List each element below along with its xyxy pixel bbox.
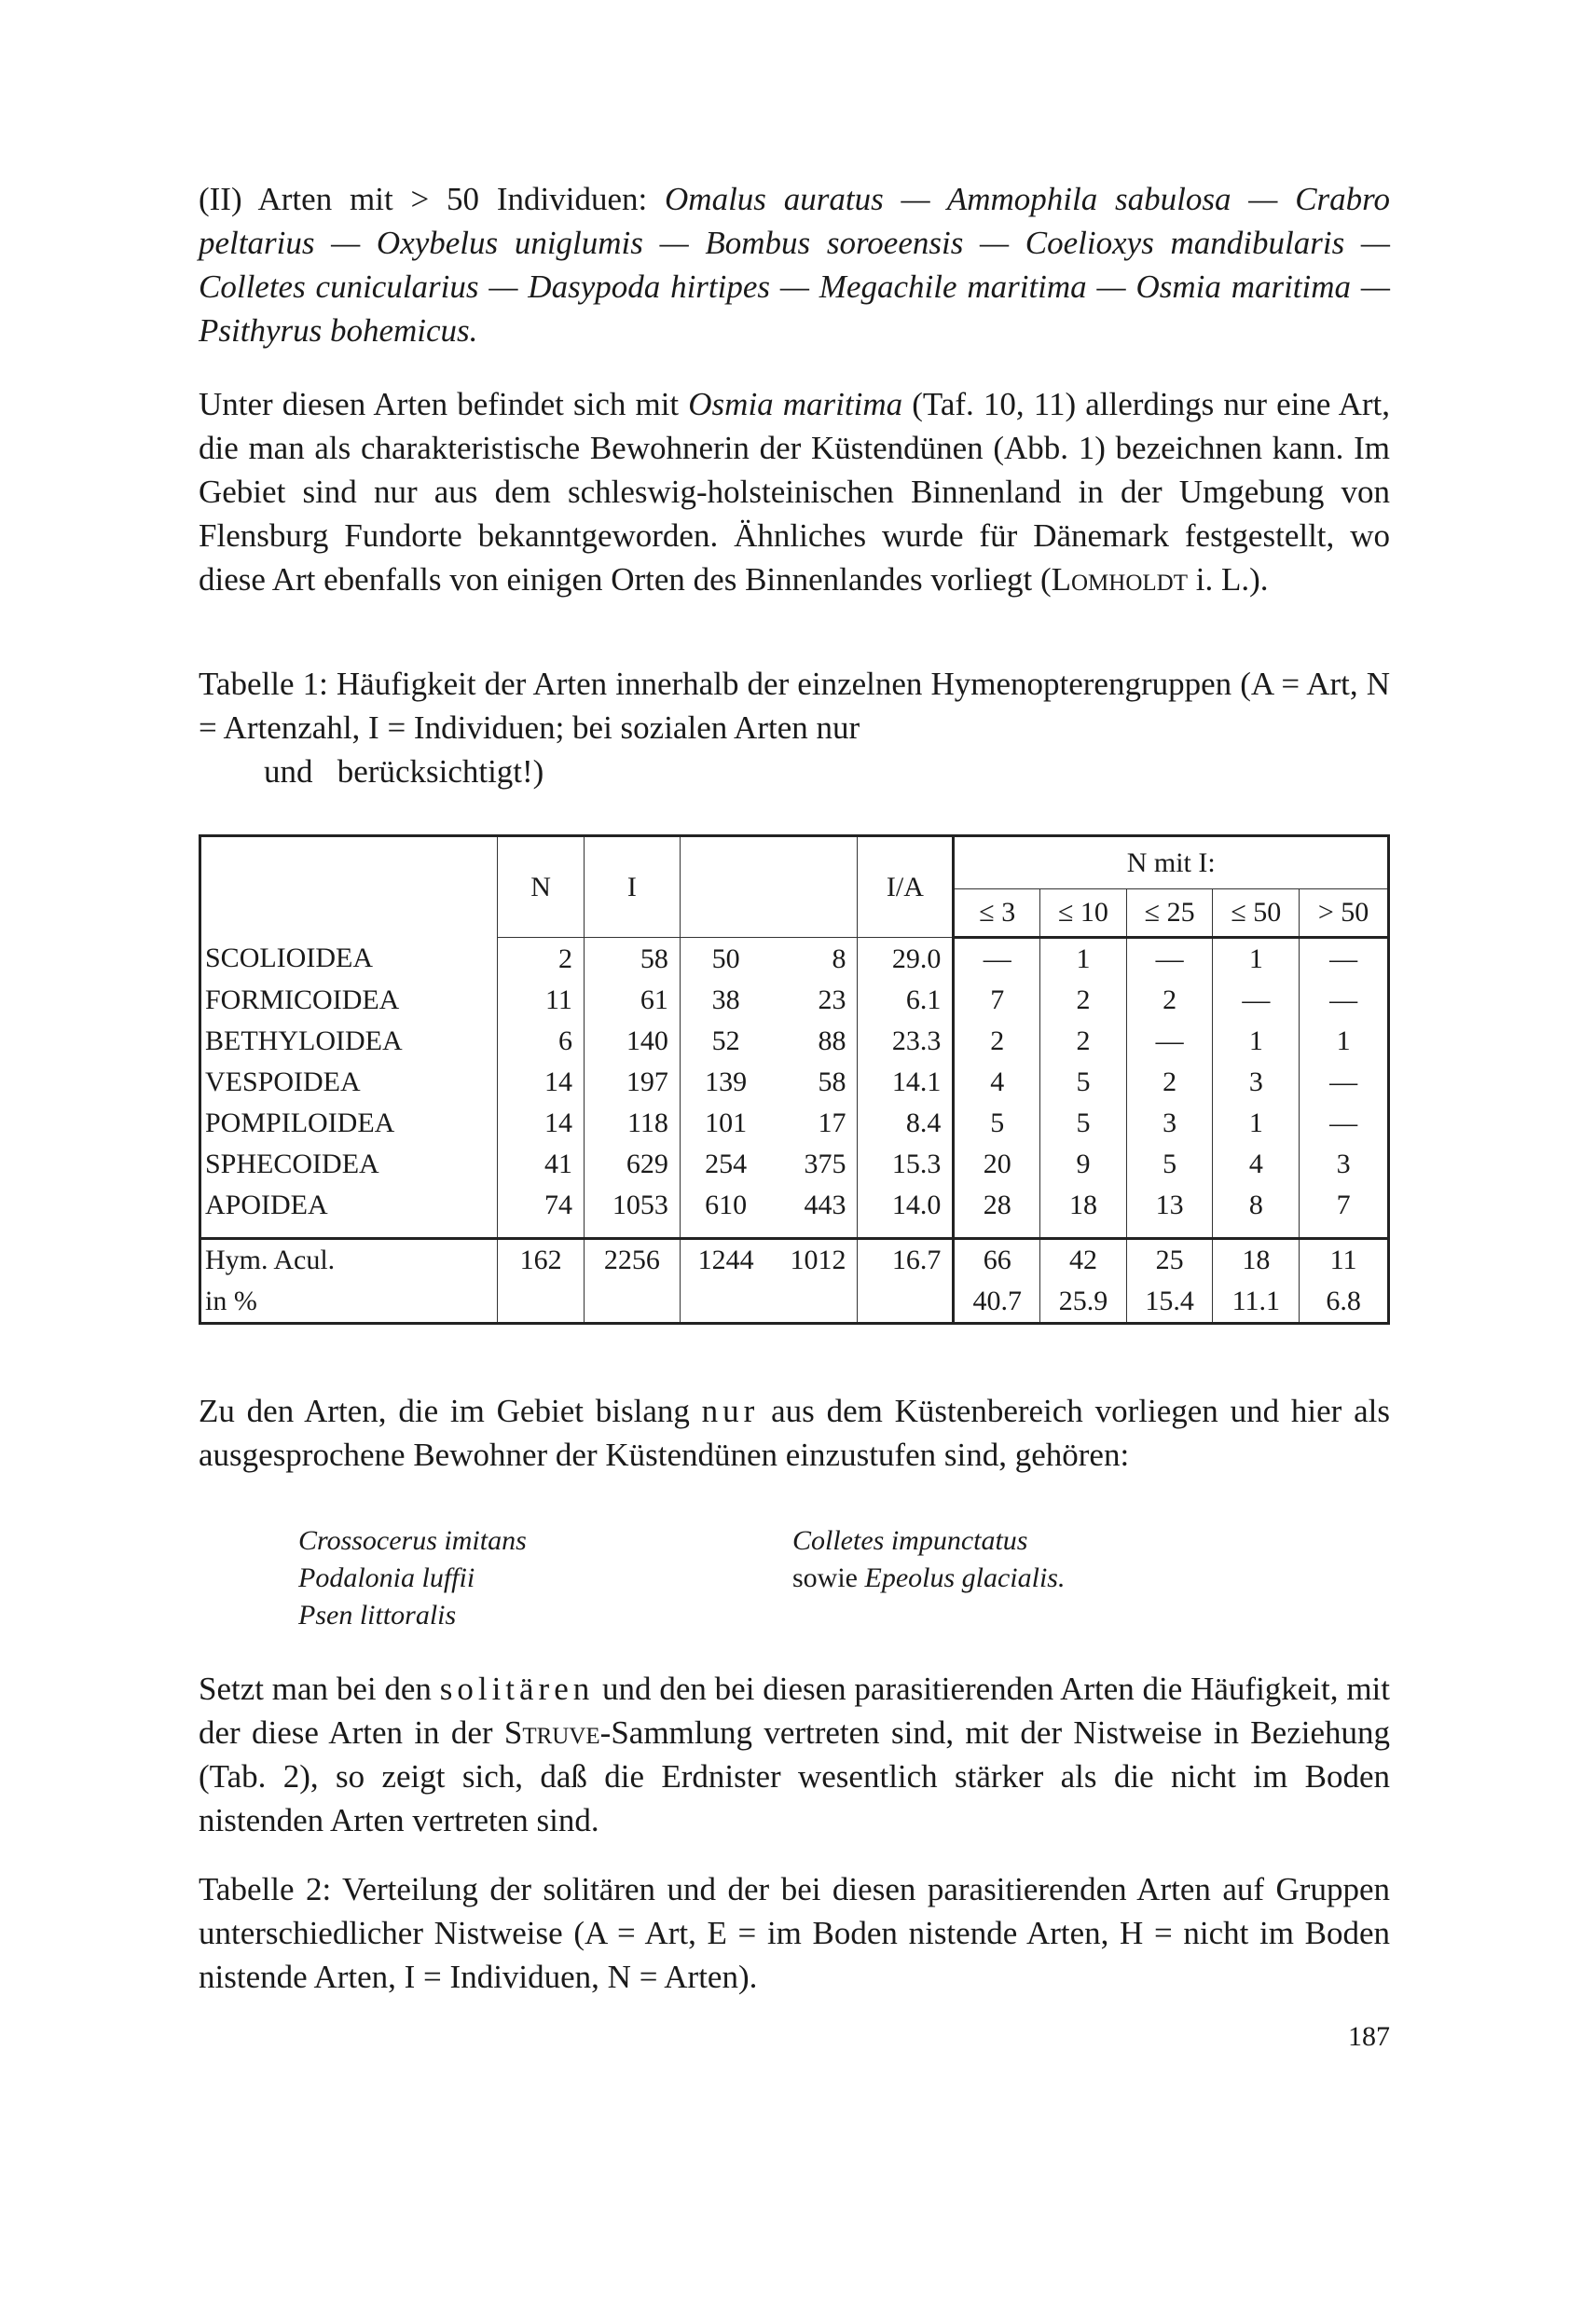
cell-ia: 14.1 [858,1062,954,1103]
cell-a: 254 [680,1144,771,1185]
cell-c5: — [1300,1062,1389,1103]
total-ia: 16.7 [858,1239,954,1282]
species-prefix: sowie [792,1562,865,1593]
percent-label: in % [200,1281,498,1324]
cell-b: 375 [804,1149,846,1179]
cell-a: 38 [680,980,771,1021]
cell-c3: 5 [1126,1144,1213,1185]
cell-c2: 18 [1040,1185,1127,1226]
para2-author: Lomholdt [1051,561,1188,598]
table1-caption-line2: und berücksichtigt!) [264,753,544,790]
cell-c3: 3 [1126,1103,1213,1144]
cell-c1: 2 [954,1021,1040,1062]
cell-n: 2 [498,938,585,981]
paragraph-osmia [199,382,1390,601]
total-c4: 18 [1213,1239,1300,1282]
table-row [200,1144,1389,1185]
cell-c1: 7 [954,980,1040,1021]
table1-caption-text: Tabelle 1: Häufigkeit der Arten innerhalb der einzelnen Hymenopterengruppen (A = Art, N = Artenzahl, I = Individuen; bei sozialen Arten nur [199,666,1390,746]
paragraph-nesting [199,1667,1390,1842]
species-item: Psen littoralis [298,1600,457,1631]
para1-lead: (II) Arten mit > 50 Individuen: [199,181,666,217]
para2-species: Osmia maritima [688,386,903,422]
table1 [199,834,1390,1325]
total-c3: 25 [1126,1239,1213,1282]
cell-a: 52 [680,1021,771,1062]
percent-c5: 6.8 [1300,1281,1389,1324]
table1-percent-row [200,1281,1389,1324]
table2-caption [199,1867,1390,1999]
cell-c5: 3 [1300,1144,1389,1185]
cell-i: 61 [584,980,680,1021]
species-item: Crossocerus imitans [298,1525,527,1556]
cell-a: 101 [680,1103,771,1144]
percent-c4: 11.1 [1213,1281,1300,1324]
header-n-mit-i: N mit I: [954,836,1389,889]
header-bin-gt50: > 50 [1300,889,1389,938]
para1-species: Omalus auratus — Ammophila sabulosa — Crabro peltarius — Oxybelus uniglumis — Bombus soroeensis — Coelioxys mandibularis — Colletes cunicularius — Dasypoda hirtipes — Megachile maritima — Osmia maritima — Psithyrus bohemicus. [199,181,1391,349]
table-row [200,938,1389,981]
cell-b: 8 [832,943,846,974]
header-ia: I/A [858,836,954,938]
species-list-right [792,1522,1065,1597]
table-row [200,1062,1389,1103]
cell-c2: 5 [1040,1103,1127,1144]
cell-c5: 1 [1300,1021,1389,1062]
cell-c3: 2 [1126,1062,1213,1103]
cell-c4: 3 [1213,1062,1300,1103]
percent-c2: 25.9 [1040,1281,1127,1324]
table1-total-row [200,1239,1389,1282]
cell-c4: 1 [1213,938,1300,981]
cell-a: 610 [680,1185,771,1226]
cell-b: 17 [818,1108,846,1138]
cell-c2: 2 [1040,1021,1127,1062]
cell-c2: 9 [1040,1144,1127,1185]
row-group: VESPOIDEA [200,1062,498,1103]
cell-n: 11 [498,980,585,1021]
header-i: I [584,836,680,938]
para4-author: Struve [503,1714,600,1751]
cell-c1: 5 [954,1103,1040,1144]
cell-c3: 13 [1126,1185,1213,1226]
cell-i: 629 [584,1144,680,1185]
cell-c5: 7 [1300,1185,1389,1226]
cell-ia: 23.3 [858,1021,954,1062]
para2-text-1: Unter diesen Arten befindet sich mit [199,386,689,422]
header-bin-le50: ≤ 50 [1213,889,1300,938]
row-group: FORMICOIDEA [200,980,498,1021]
para4-text-1: Setzt man bei den [199,1671,440,1707]
cell-c4: 1 [1213,1021,1300,1062]
cell-c5: — [1300,938,1389,981]
total-n: 162 [498,1239,585,1282]
row-group: BETHYLOIDEA [200,1021,498,1062]
page-number: 187 [1348,2021,1390,2052]
cell-b: 443 [804,1190,846,1220]
total-a: 1244 [680,1239,771,1282]
cell-ia: 6.1 [858,980,954,1021]
cell-i: 58 [584,938,680,981]
cell-i: 1053 [584,1185,680,1226]
species-item: Podalonia luffii [298,1562,475,1593]
row-group: APOIDEA [200,1185,498,1226]
species-list-left [298,1522,527,1634]
row-group: SPHECOIDEA [200,1144,498,1185]
table-row [200,1103,1389,1144]
table2-caption-text: Tabelle 2: Verteilung der solitären und der bei diesen parasitierenden Arten auf Gruppen unterschiedlicher Nistweise (A = Art, E = im Boden nistende Arten, H = nicht im Boden nistende Arten, I = Individuen, N = Arten). [199,1871,1390,1995]
para2-text-2: (Taf. 10, 11) allerdings nur eine Art, die man als charakteristische Bewohnerin der Küstendünen (Abb. 1) bezeichnen kann. Im Gebiet sind nur aus dem schleswig-holsteinischen Binnenland in der Umgebung von Flensburg Fundorte bekanntgeworden. Ähnliches wurde für Dänemark festgestellt, wo diese Art ebenfalls von einigen Orten des Binnenlandes vorliegt ( [199,386,1390,598]
cell-c4: 4 [1213,1144,1300,1185]
total-c1: 66 [954,1239,1040,1282]
cell-i: 140 [584,1021,680,1062]
header-bin-le25: ≤ 25 [1126,889,1213,938]
row-group: SCOLIOIDEA [200,938,498,981]
cell-c1: 4 [954,1062,1040,1103]
cell-n: 74 [498,1185,585,1226]
cell-n: 6 [498,1021,585,1062]
para4-text-3: -Sammlung vertreten sind, mit der Nistweise in Beziehung (Tab. 2), so zeigt sich, daß die Erdnister wesentlich stärker als die nicht im Boden nistenden Arten vertreten sind. [199,1714,1390,1838]
table-row [200,1185,1389,1226]
cell-c1: 28 [954,1185,1040,1226]
cell-c2: 2 [1040,980,1127,1021]
table-row [200,1021,1389,1062]
header-bin-le10: ≤ 10 [1040,889,1127,938]
percent-c3: 15.4 [1126,1281,1213,1324]
cell-c2: 1 [1040,938,1127,981]
cell-c3: — [1126,938,1213,981]
cell-c3: 2 [1126,980,1213,1021]
percent-c1: 40.7 [954,1281,1040,1324]
cell-c1: — [954,938,1040,981]
cell-b: 58 [818,1067,846,1097]
cell-c2: 5 [1040,1062,1127,1103]
total-c5: 11 [1300,1239,1389,1282]
total-i: 2256 [584,1239,680,1282]
para4-text-2: und den bei diesen parasitierenden Arten die Häufigkeit, mit der diese Arten in der [199,1671,1390,1751]
cell-a: 139 [680,1062,771,1103]
para3-text-2: aus dem Küstenbereich vorliegen und hier als ausgesprochene Bewohner der Küstendünen einzustufen sind, gehören: [199,1393,1390,1473]
cell-b: 88 [818,1025,846,1056]
cell-n: 14 [498,1062,585,1103]
cell-n: 14 [498,1103,585,1144]
table1-header-row-1 [200,836,1389,889]
header-n: N [498,836,585,938]
table1-caption [199,662,1390,793]
cell-ia: 15.3 [858,1144,954,1185]
para4-emphasis: solitären [439,1671,595,1707]
para2-text-3: i. L.). [1188,561,1269,598]
species-item: Epeolus glacialis. [864,1562,1066,1593]
paragraph-coastal-species [199,1389,1390,1477]
paragraph-species-over-50 [199,177,1390,352]
header-bin-le3: ≤ 3 [954,889,1040,938]
cell-c5: — [1300,980,1389,1021]
cell-i: 118 [584,1103,680,1144]
cell-c1: 20 [954,1144,1040,1185]
cell-b: 23 [818,984,846,1015]
total-c2: 42 [1040,1239,1127,1282]
total-b: 1012 [790,1245,846,1275]
cell-ia: 8.4 [858,1103,954,1144]
cell-ia: 29.0 [858,938,954,981]
cell-ia: 14.0 [858,1185,954,1226]
cell-c3: — [1126,1021,1213,1062]
cell-c4: 8 [1213,1185,1300,1226]
cell-c5: — [1300,1103,1389,1144]
para3-emphasis: nur [701,1393,760,1429]
cell-c4: — [1213,980,1300,1021]
table-row [200,980,1389,1021]
total-label: Hym. Acul. [200,1239,498,1282]
cell-c4: 1 [1213,1103,1300,1144]
cell-a: 50 [680,938,771,981]
para3-text-1: Zu den Arten, die im Gebiet bislang [199,1393,702,1429]
cell-n: 41 [498,1144,585,1185]
row-group: POMPILOIDEA [200,1103,498,1144]
species-item: Colletes impunctatus [792,1525,1028,1556]
cell-i: 197 [584,1062,680,1103]
table1-separator [200,1226,1389,1239]
